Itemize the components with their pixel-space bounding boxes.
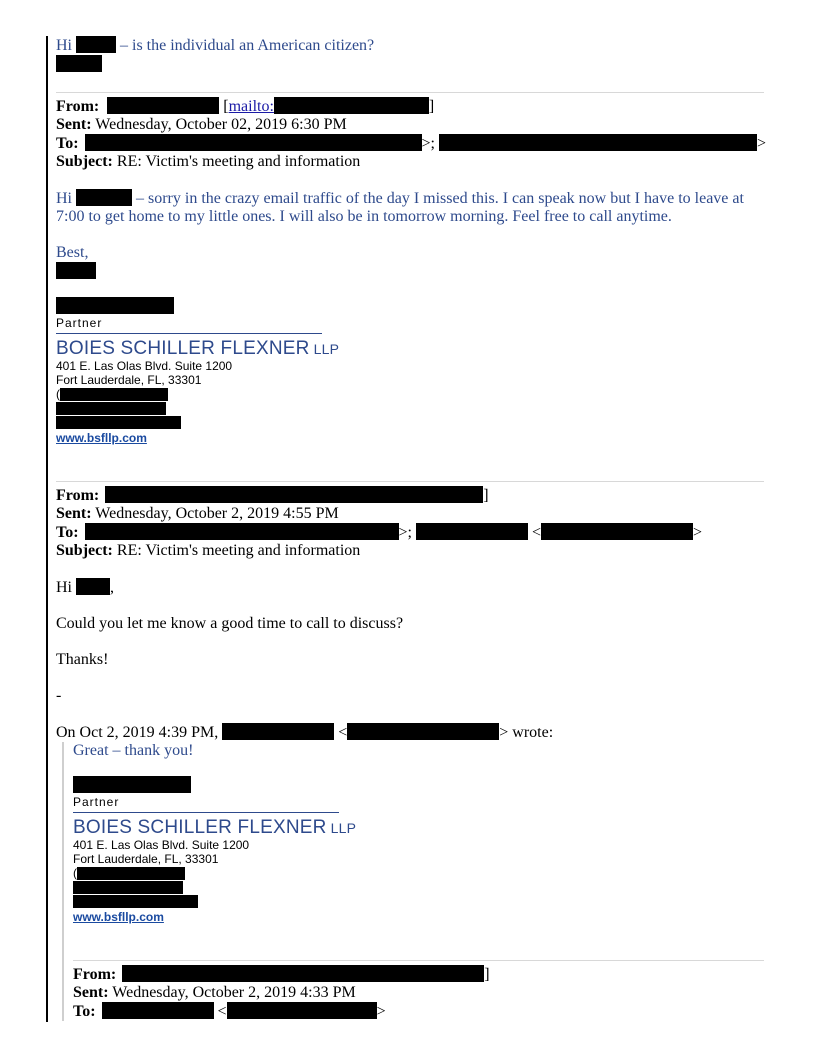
redaction <box>122 965 484 982</box>
from-label: From: <box>73 966 117 983</box>
to-end: > <box>376 1003 386 1020</box>
body-thanks: Thanks! <box>56 651 109 668</box>
sent-value: Wednesday, October 2, 2019 4:55 PM <box>91 505 339 522</box>
greeting-comma: , <box>110 579 114 596</box>
redaction <box>439 134 757 151</box>
to-label: To: <box>56 524 79 541</box>
redaction <box>56 297 174 314</box>
divider <box>56 481 764 482</box>
redaction <box>347 723 499 740</box>
redaction <box>73 776 191 793</box>
email-body <box>56 189 764 281</box>
redaction <box>541 523 693 540</box>
body-greeting: Hi <box>56 579 72 596</box>
email-header <box>73 965 764 1021</box>
redaction <box>73 895 198 908</box>
redaction <box>60 388 168 401</box>
sent-value: Wednesday, October 2, 2019 4:33 PM <box>108 984 356 1001</box>
redaction <box>222 723 334 740</box>
quote-intro-text: On Oct 2, 2019 4:39 PM, <box>56 724 223 741</box>
quote-left-rule <box>46 36 48 1022</box>
from-label: From: <box>56 487 100 504</box>
redaction <box>105 486 483 503</box>
to-lt: < <box>213 1003 227 1020</box>
subject-label: Subject: <box>56 153 113 170</box>
quoted-body: Great – thank you! <box>73 742 194 759</box>
redaction <box>107 97 219 114</box>
divider <box>56 92 764 93</box>
website-link[interactable]: www.bsfllp.com <box>73 910 164 924</box>
signature-title: Partner <box>56 316 103 330</box>
from-close: ] <box>484 966 490 983</box>
email-header <box>56 97 767 171</box>
redaction <box>416 523 528 540</box>
firm-name: BOIES SCHILLER FLEXNER LLP <box>56 338 340 359</box>
redaction <box>76 578 110 595</box>
redaction <box>85 523 399 540</box>
body-dash: - <box>56 687 62 704</box>
greeting-hi: Hi <box>56 37 72 54</box>
redaction <box>76 189 132 206</box>
quoted-message <box>62 742 764 1021</box>
signature-title: Partner <box>73 795 120 809</box>
subject-value: RE: Victim's meeting and information <box>112 153 361 170</box>
signature-block <box>56 297 764 447</box>
website-link[interactable]: www.bsfllp.com <box>56 431 147 445</box>
body-line-1: – sorry in the crazy email traffic of the day I missed this. I can speak now but I have to leave at <box>132 190 744 207</box>
email-header <box>56 486 764 560</box>
address-line-1: 401 E. Las Olas Blvd. Suite 1200 <box>73 838 250 852</box>
top-greeting <box>56 36 764 55</box>
from-close: ] <box>483 487 489 504</box>
redaction <box>85 134 422 151</box>
to-separator: >; <box>421 135 439 152</box>
sent-label: Sent: <box>56 116 92 133</box>
quote-lt: < <box>334 724 348 741</box>
sent-label: Sent: <box>73 984 109 1001</box>
email-thread <box>56 36 767 1021</box>
greeting-question: – is the individual an American citizen? <box>116 37 375 54</box>
signature-rule <box>73 812 339 813</box>
closing: Best, <box>56 244 89 261</box>
signature-rule <box>56 333 322 334</box>
quote-intro <box>56 723 764 742</box>
divider <box>73 960 764 961</box>
redaction <box>76 36 116 53</box>
firm-name: BOIES SCHILLER FLEXNER LLP <box>73 817 357 838</box>
phone-prefix: ( <box>73 866 77 880</box>
subject-value: RE: Victim's meeting and information <box>112 542 361 559</box>
mailto-bracket: [ <box>219 98 229 115</box>
sent-value: Wednesday, October 02, 2019 6:30 PM <box>91 116 347 133</box>
sent-label: Sent: <box>56 505 92 522</box>
redaction <box>102 1002 214 1019</box>
body-text: Could you let me know a good time to call to discuss? <box>56 615 404 632</box>
body-line-2: 7:00 to get home to my little ones. I will also be in tomorrow morning. Feel free to call anytime. <box>56 208 672 225</box>
address-line-2: Fort Lauderdale, FL, 33301 <box>56 373 202 387</box>
to-end: > <box>757 135 767 152</box>
to-label: To: <box>73 1003 96 1020</box>
redaction <box>56 262 96 279</box>
redaction <box>274 97 429 114</box>
mailto-link[interactable]: mailto: <box>228 98 274 115</box>
to-end: > <box>693 524 703 541</box>
quote-intro-wrote: > wrote: <box>499 724 554 741</box>
to-lt: < <box>528 524 542 541</box>
redaction <box>56 402 166 415</box>
to-separator: >; <box>398 524 416 541</box>
mailto-bracket-close: ] <box>428 98 435 115</box>
address-line-2: Fort Lauderdale, FL, 33301 <box>73 852 219 866</box>
redaction <box>227 1002 377 1019</box>
subject-label: Subject: <box>56 542 113 559</box>
redaction <box>77 867 185 880</box>
redaction <box>56 55 102 72</box>
body-hi: Hi <box>56 190 72 207</box>
phone-prefix: ( <box>56 387 60 401</box>
from-label: From: <box>56 98 100 115</box>
signature-block <box>73 776 764 926</box>
address-line-1: 401 E. Las Olas Blvd. Suite 1200 <box>56 359 233 373</box>
redaction <box>56 416 181 429</box>
email-body <box>56 578 764 742</box>
redaction <box>73 881 183 894</box>
to-label: To: <box>56 135 79 152</box>
